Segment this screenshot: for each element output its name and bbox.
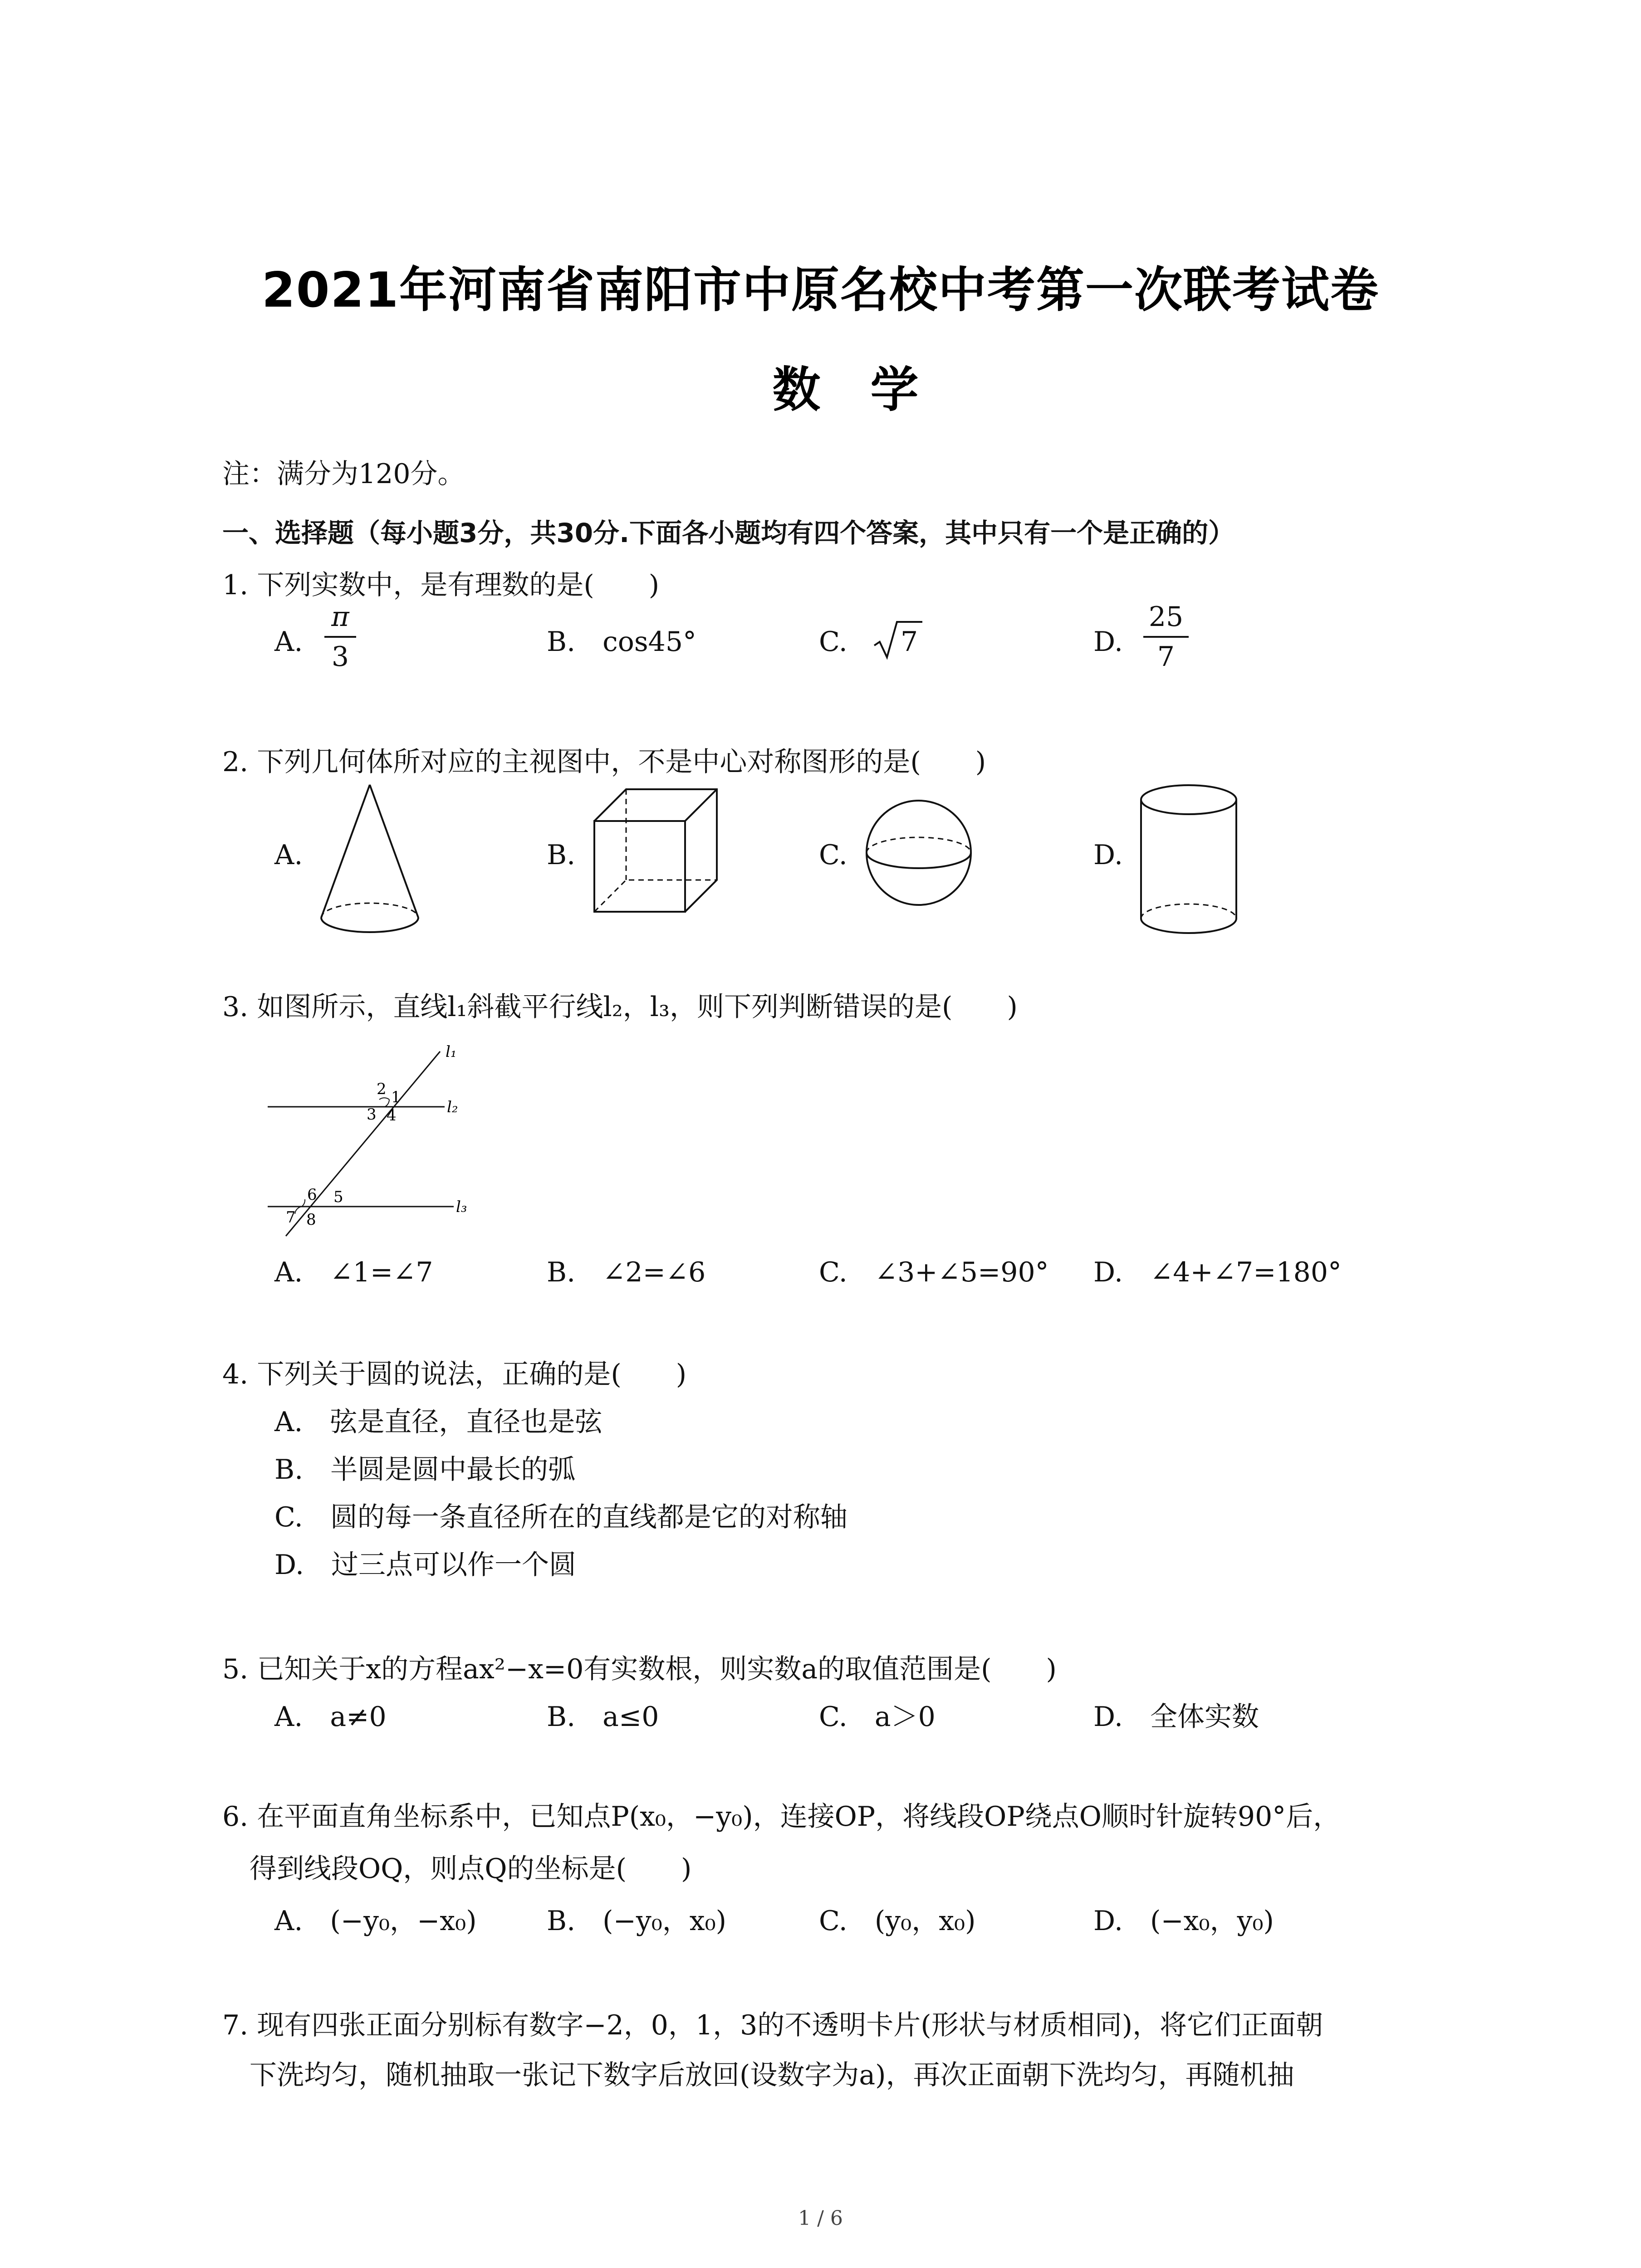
question-6-option-b: B. (−y₀，x₀): [547, 1905, 727, 1937]
angle-5-label: 5: [333, 1188, 343, 1206]
angle-6-label: 6: [307, 1186, 317, 1204]
question-4-option-c: C. 圆的每一条直径所在的直线都是它的对称轴: [274, 1501, 847, 1533]
question-3-stem: 3. 如图所示，直线l₁斜截平行线l₂，l₃，则下列判断错误的是( ): [222, 991, 1018, 1023]
question-6-stem-line-1: 6. 在平面直角坐标系中，已知点P(x₀，−y₀)，连接OP，将线段OP绕点O顺时针旋转90°后，: [222, 1801, 1341, 1833]
parallel-lines-figure-icon: [263, 1039, 499, 1243]
question-1-option-d-fraction: [1143, 599, 1189, 675]
question-5-option-b: B. a≤0: [547, 1701, 659, 1733]
question-5-option-a: A. a≠0: [274, 1701, 387, 1733]
question-5-option-c: C. a＞0: [819, 1701, 936, 1733]
subject-title: 数学: [772, 362, 969, 418]
angle-7-label: 7: [286, 1208, 296, 1227]
question-3-option-d: D. ∠4+∠7=180°: [1093, 1256, 1342, 1288]
question-5-option-d: D. 全体实数: [1093, 1701, 1259, 1733]
question-1-option-d-label: D.: [1093, 626, 1123, 658]
line-l3-label: l₃: [456, 1198, 467, 1216]
question-6-option-d: D. (−x₀，y₀): [1093, 1905, 1274, 1937]
fraction-bar: [324, 636, 356, 638]
question-1-option-c-label: C.: [819, 626, 847, 658]
fraction-denominator: 3: [331, 641, 349, 673]
angle-4-label: 4: [387, 1106, 397, 1124]
cube-figure-icon: [592, 787, 719, 919]
question-4-option-d: D. 过三点可以作一个圆: [274, 1549, 577, 1581]
question-2-option-a: A.: [274, 839, 303, 871]
fraction-bar: [1143, 636, 1189, 638]
exam-title: 2021年河南省南阳市中原名校中考第一次联考试卷: [261, 262, 1380, 318]
question-1-option-b: B. cos45°: [547, 626, 697, 658]
question-1-option-a-fraction: [324, 599, 356, 675]
question-6-option-c: C. (y₀，x₀): [819, 1905, 976, 1937]
cylinder-figure-icon: [1136, 782, 1241, 937]
question-6-stem-line-2: 得到线段OQ，则点Q的坐标是( ): [250, 1853, 692, 1885]
question-2-option-b: B.: [547, 839, 576, 871]
question-7-line-1: 7. 现有四张正面分别标有数字−2，0，1，3的不透明卡片(形状与材质相同)，将它们正面朝: [222, 2009, 1323, 2041]
fraction-numerator: π: [331, 601, 349, 633]
question-6-option-a: A. (−y₀，−x₀): [274, 1905, 477, 1937]
question-4-stem: 4. 下列关于圆的说法，正确的是( ): [222, 1359, 687, 1390]
cone-figure-icon: [318, 782, 422, 937]
line-l1-label: l₁: [446, 1043, 457, 1061]
question-7-line-2: 下洗均匀，随机抽取一张记下数字后放回(设数字为a)，再次正面朝下洗均匀，再随机抽: [250, 2059, 1294, 2091]
angle-8-label: 8: [306, 1211, 316, 1229]
question-2-option-d: D.: [1093, 839, 1123, 871]
section-heading-choice: 一、选择题（每小题3分，共30分.下面各小题均有四个答案，其中只有一个是正确的）: [222, 518, 1235, 548]
question-1-option-a-label: A.: [274, 626, 303, 658]
fraction-denominator: 7: [1157, 641, 1175, 673]
question-5-stem: 5. 已知关于x的方程ax²−x=0有实数根，则实数a的取值范围是( ): [222, 1653, 1057, 1685]
sphere-figure-icon: [864, 794, 973, 912]
page-number: 1 / 6: [798, 2207, 843, 2230]
question-3-option-b: B. ∠2=∠6: [547, 1256, 706, 1288]
angle-2-label: 2: [377, 1080, 387, 1098]
fraction-numerator: 25: [1148, 601, 1184, 633]
angle-1-label: 1: [391, 1088, 401, 1106]
question-1-stem: 1. 下列实数中，是有理数的是( ): [222, 569, 660, 601]
question-3-option-c: C. ∠3+∠5=90°: [819, 1256, 1049, 1288]
score-note: 注：满分为120分。: [222, 458, 465, 490]
angle-3-label: 3: [367, 1105, 377, 1124]
line-l2-label: l₂: [447, 1098, 458, 1116]
question-1-option-c-radicand: 7: [901, 626, 918, 658]
question-3-option-a: A. ∠1=∠7: [274, 1256, 433, 1288]
question-2-option-c: C.: [819, 839, 847, 871]
question-4-option-b: B. 半圆是圆中最长的弧: [274, 1454, 576, 1486]
question-4-option-a: A. 弦是直径，直径也是弦: [274, 1406, 603, 1438]
question-2-stem: 2. 下列几何体所对应的主视图中，不是中心对称图形的是( ): [222, 746, 986, 778]
